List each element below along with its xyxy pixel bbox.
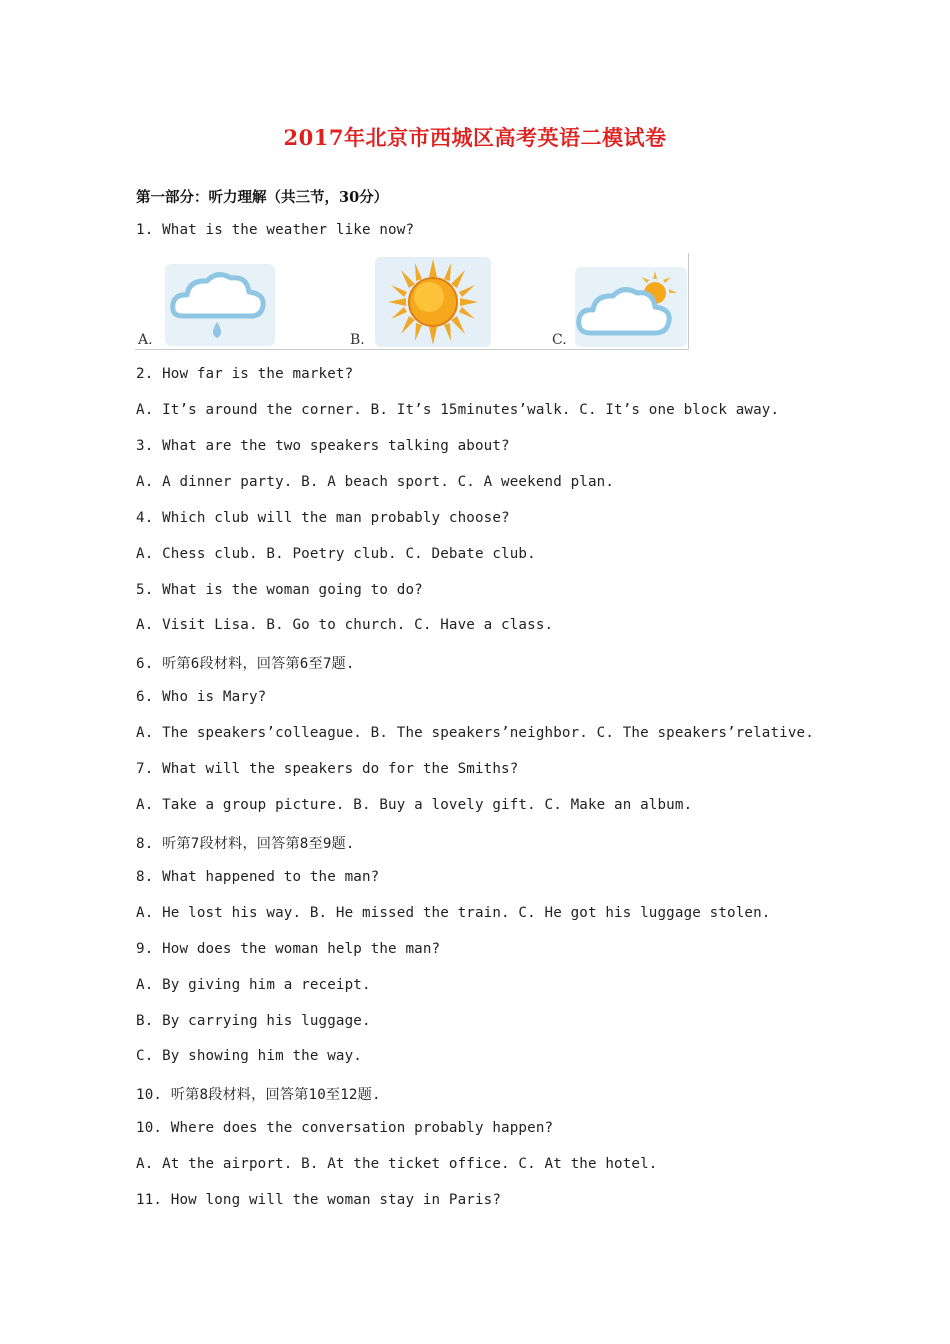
sun-icon <box>375 257 491 347</box>
instruction-8: 8. 听第7段材料，回答第8至9题. <box>136 836 355 852</box>
answer-options-10: A. At the airport. B. At the ticket office. C. At the hotel. <box>136 1156 658 1172</box>
instruction-10: 10. 听第8段材料，回答第10至12题. <box>136 1087 381 1103</box>
instruction-6: 6. 听第6段材料，回答第6至7题. <box>136 656 355 672</box>
option-b-label: B. <box>350 332 365 348</box>
answer-option-9c: C. By showing him the way. <box>136 1048 362 1064</box>
option-c-picture <box>549 253 699 349</box>
question-9: 9. How does the woman help the man? <box>136 941 441 957</box>
answer-options-6: A. The speakers’colleague. B. The speakers’neighbor. C. The speakers’relative. <box>136 725 814 741</box>
question-3: 3. What are the two speakers talking about? <box>136 438 510 454</box>
question-6: 6. Who is Mary? <box>136 689 267 705</box>
page-title: 2017年北京市西城区高考英语二模试卷 <box>283 125 667 150</box>
answer-option-9a: A. By giving him a receipt. <box>136 977 371 993</box>
answer-options-7: A. Take a group picture. B. Buy a lovely gift. C. Make an album. <box>136 797 693 813</box>
option-c-label: C. <box>552 332 567 348</box>
question-10: 10. Where does the conversation probably happen? <box>136 1120 554 1136</box>
question-1: 1. What is the weather like now? <box>136 222 415 238</box>
option-b-picture <box>347 253 497 349</box>
option-a-picture <box>135 253 285 349</box>
answer-option-9b: B. By carrying his luggage. <box>136 1013 371 1029</box>
option-a-label: A. <box>138 332 153 348</box>
question-11: 11. How long will the woman stay in Paris? <box>136 1192 502 1208</box>
rain-cloud-icon <box>165 264 275 346</box>
answer-options-2: A. It’s around the corner. B. It’s 15minutes’walk. C. It’s one block away. <box>136 402 780 418</box>
question-2: 2. How far is the market? <box>136 366 354 382</box>
answer-options-8: A. He lost his way. B. He missed the train. C. He got his luggage stolen. <box>136 905 771 921</box>
question-7: 7. What will the speakers do for the Smiths? <box>136 761 519 777</box>
question-5: 5. What is the woman going to do? <box>136 582 423 598</box>
question-8: 8. What happened to the man? <box>136 869 380 885</box>
cloud-sun-icon <box>575 267 687 347</box>
weather-options <box>135 253 689 350</box>
answer-options-3: A. A dinner party. B. A beach sport. C. A weekend plan. <box>136 474 615 490</box>
answer-options-4: A. Chess club. B. Poetry club. C. Debate club. <box>136 546 536 562</box>
question-4: 4. Which club will the man probably choose? <box>136 510 510 526</box>
answer-options-5: A. Visit Lisa. B. Go to church. C. Have a class. <box>136 617 554 633</box>
section-heading: 第一部分：听力理解（共三节，30分） <box>136 189 389 206</box>
